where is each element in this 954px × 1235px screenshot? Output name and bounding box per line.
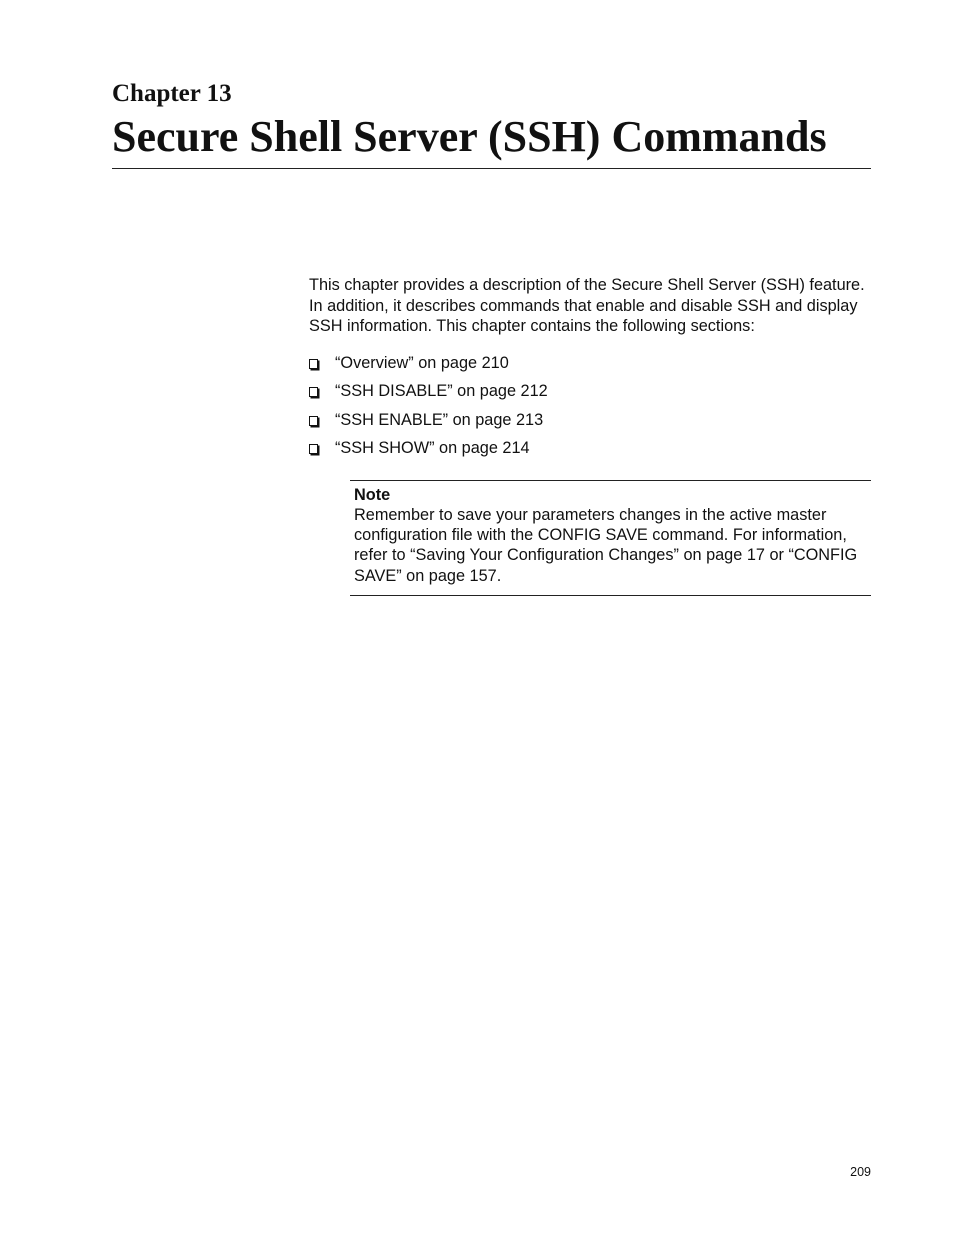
list-item[interactable] — [309, 353, 548, 381]
checkbox-bullet-icon — [309, 387, 318, 397]
section-link[interactable]: “Overview” on page 210 — [335, 354, 509, 372]
title-divider — [112, 168, 871, 169]
checkbox-bullet-icon — [309, 444, 318, 454]
list-item[interactable] — [309, 410, 548, 438]
checkbox-bullet-icon — [309, 416, 318, 426]
checkbox-bullet-icon — [309, 359, 318, 369]
list-item[interactable] — [309, 438, 548, 466]
list-item[interactable] — [309, 381, 548, 409]
section-link[interactable]: “SSH ENABLE” on page 213 — [335, 410, 544, 429]
section-link[interactable]: “SSH SHOW” on page 214 — [335, 439, 530, 458]
chapter-title: Secure Shell Server (SSH) Commands — [112, 112, 827, 161]
note-box — [350, 480, 871, 596]
note-heading: Note — [354, 486, 391, 504]
chapter-label: Chapter 13 — [112, 80, 232, 107]
section-link[interactable]: “SSH DISABLE” on page 212 — [335, 382, 548, 401]
note-text: Remember to save your parameters changes in the active master configuration file with the CONFIG SAVE command. For information, refer to “Saving Your Configuration Changes” on page 17 or “CONFIG SAVE” on page 157. — [354, 506, 858, 585]
intro-paragraph: This chapter provides a description of the Secure Shell Server (SSH) feature. In addition, it describes commands that enable and disable SSH and display SSH information. This chapter contains the following sections: — [309, 276, 865, 335]
page-number: 209 — [850, 1165, 871, 1179]
section-list — [309, 353, 548, 467]
